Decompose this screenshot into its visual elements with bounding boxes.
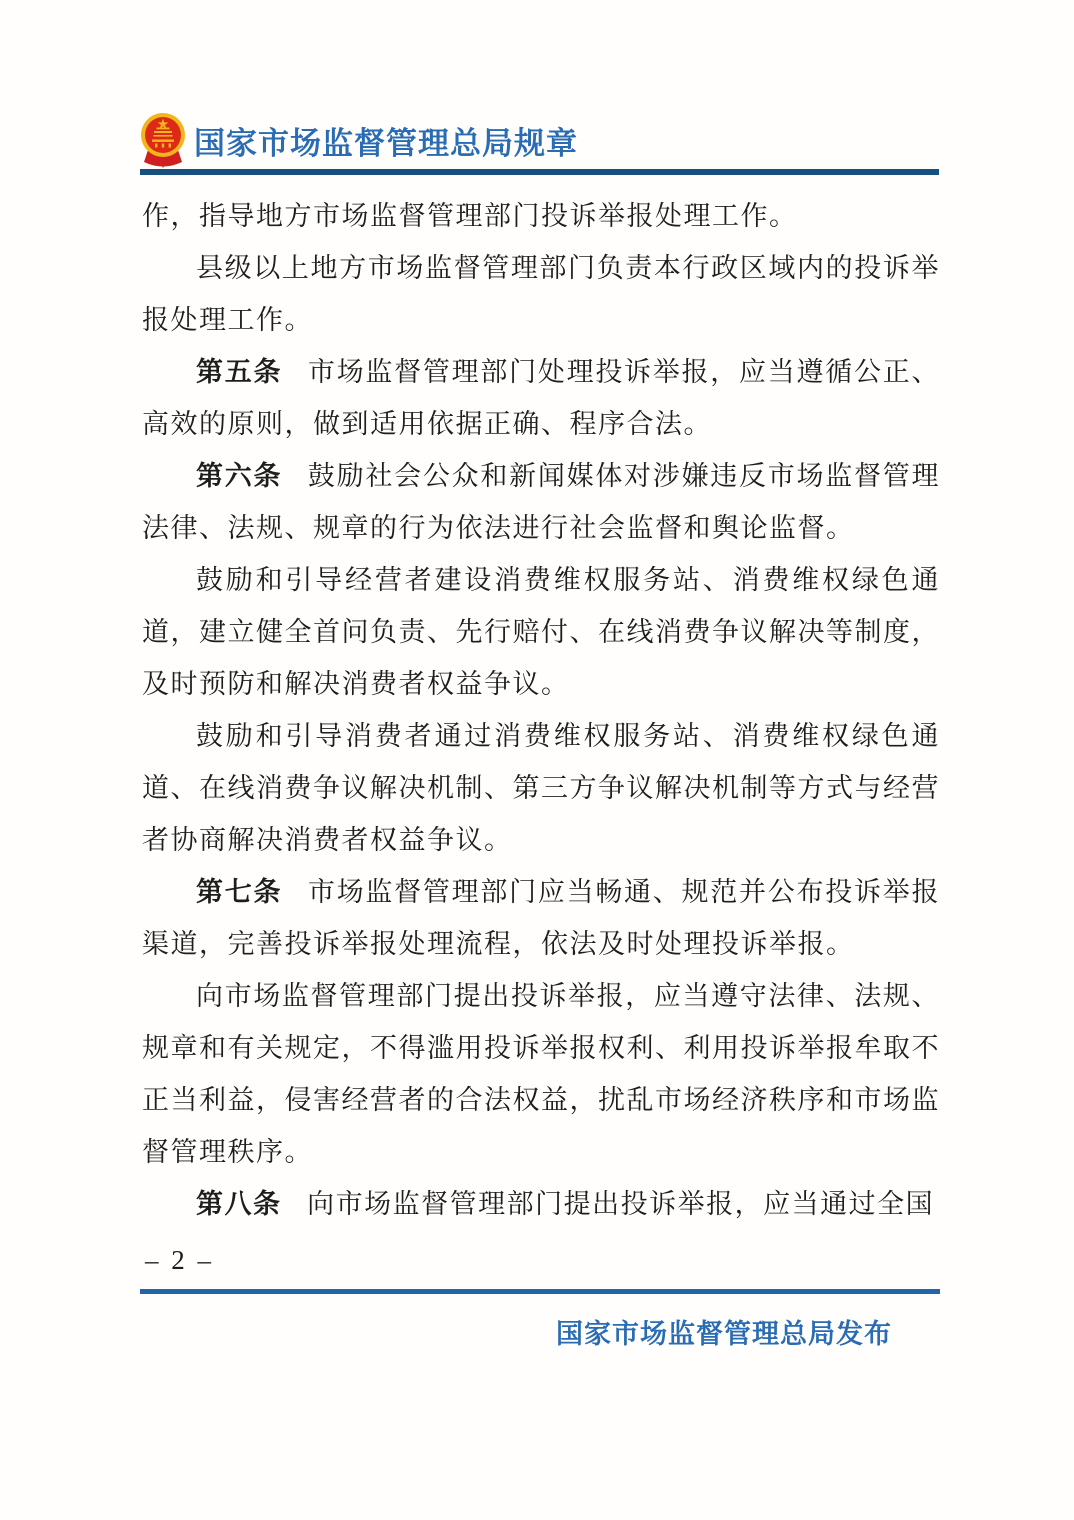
article-paragraph: 第八条 向市场监督管理部门提出投诉举报，应当通过全国 xyxy=(196,1189,935,1219)
article-number: 第六条 xyxy=(196,461,283,491)
body-paragraph: 鼓励和引导经营者建设消费维权服务站、消费维权绿色通道，建立健全首问负责、先行赔付、在线消费争议解决等制度，及时预防和解决消费者权益争议。 xyxy=(142,565,940,699)
publisher-label: 国家市场监督管理总局发布 xyxy=(556,1319,892,1349)
article-number: 第七条 xyxy=(196,877,283,907)
footer-divider xyxy=(140,1289,940,1294)
article-paragraph: 第六条 鼓励社会公众和新闻媒体对涉嫌违反市场监督管理法律、法规、规章的行为依法进行社会监督和舆论监督。 xyxy=(142,461,941,543)
page-title: 国家市场监督管理总局规章 xyxy=(194,125,578,161)
page-number: – 2 – xyxy=(145,1245,214,1275)
body-paragraph: 作，指导地方市场监督管理部门投诉举报处理工作。 xyxy=(142,201,798,231)
body-paragraph: 县级以上地方市场监督管理部门负责本行政区域内的投诉举报处理工作。 xyxy=(142,253,940,335)
article-number: 第八条 xyxy=(196,1189,282,1219)
body-paragraph: 鼓励和引导消费者通过消费维权服务站、消费维权绿色通道、在线消费争议解决机制、第三方争议解决机制等方式与经营者协商解决消费者权益争议。 xyxy=(142,721,940,855)
header-divider xyxy=(140,169,939,175)
national-emblem-icon xyxy=(140,112,186,168)
article-number: 第五条 xyxy=(196,357,283,387)
article-paragraph: 第七条 市场监督管理部门应当畅通、规范并公布投诉举报渠道，完善投诉举报处理流程，依法及时处理投诉举报。 xyxy=(142,877,941,959)
article-paragraph: 第五条 市场监督管理部门处理投诉举报，应当遵循公正、高效的原则，做到适用依据正确、程序合法。 xyxy=(142,357,941,439)
page-header xyxy=(140,112,578,168)
document-body xyxy=(142,190,940,1230)
body-paragraph: 向市场监督管理部门提出投诉举报，应当遵守法律、法规、规章和有关规定，不得滥用投诉举报权利、利用投诉举报牟取不正当利益，侵害经营者的合法权益，扰乱市场经济秩序和市场监督管理秩序。 xyxy=(142,981,940,1167)
